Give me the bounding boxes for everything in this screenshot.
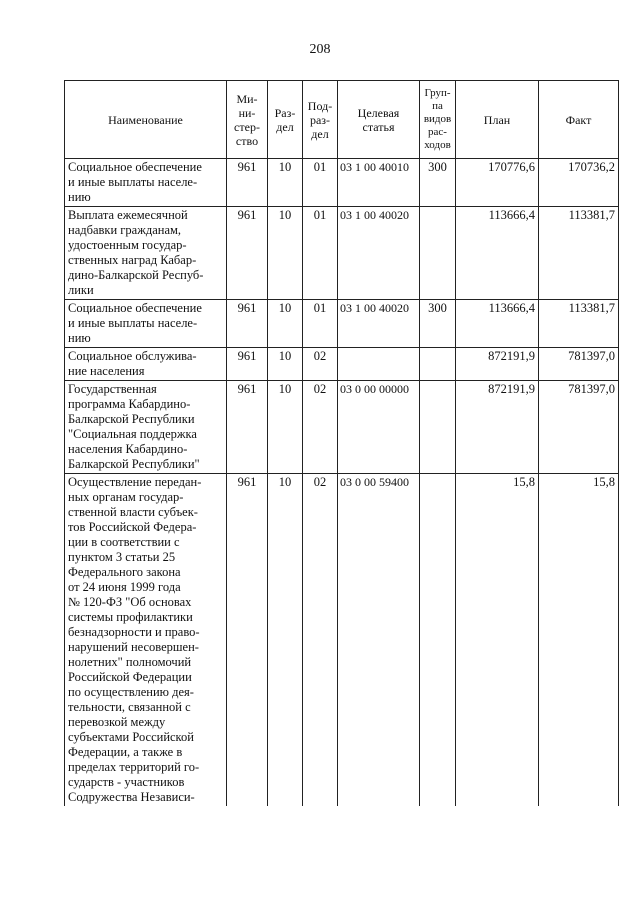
row-fact: 113381,7 (539, 207, 619, 300)
table-row (65, 348, 619, 381)
row-plan: 15,8 (456, 474, 539, 807)
table-row (65, 207, 619, 300)
row-fact: 113381,7 (539, 300, 619, 348)
row-section: 10 (268, 381, 303, 474)
header-name: Наименование (65, 81, 227, 159)
row-subsection: 01 (303, 159, 338, 207)
header-target: Целевая статья (338, 81, 420, 159)
header-plan: План (456, 81, 539, 159)
row-fact: 170736,2 (539, 159, 619, 207)
row-group: 300 (420, 300, 456, 348)
table-header-row (65, 81, 619, 159)
row-subsection: 01 (303, 207, 338, 300)
page-number: 208 (309, 42, 331, 57)
table-row (65, 300, 619, 348)
row-fact: 781397,0 (539, 381, 619, 474)
row-name: Социальное обеспечение и иные выплаты населе- нию (65, 300, 227, 348)
header-fact: Факт (539, 81, 619, 159)
row-ministry: 961 (227, 300, 268, 348)
row-section: 10 (268, 159, 303, 207)
table-row (65, 381, 619, 474)
row-name: Осуществление передан- ных органам государ- ственной власти субъек- тов Российской Федера- ции в соответствии с пунктом 3 статьи 25 Федерального закона от 24 июня 1999 года № 120-ФЗ "Об основах системы профилактики безнадзорности и право- нарушений несовершен- нолетних" полномочий Российской Федерации по осуществлению дея- тельности, связанной с перевозкой между субъектами Российской Федерации, а также в пределах территорий го- сударств - участников Содружества Независи- (65, 474, 227, 807)
row-name: Государственная программа Кабардино- Балкарской Республики "Социальная поддержка населения Кабардино- Балкарской Республики" (65, 381, 227, 474)
row-subsection: 02 (303, 348, 338, 381)
header-ministry: Ми- ни- стер- ство (227, 81, 268, 159)
row-group (420, 474, 456, 807)
table-row (65, 474, 619, 807)
row-section: 10 (268, 348, 303, 381)
row-plan: 113666,4 (456, 300, 539, 348)
row-target: 03 0 00 00000 (338, 381, 420, 474)
row-ministry: 961 (227, 348, 268, 381)
row-plan: 113666,4 (456, 207, 539, 300)
row-subsection: 02 (303, 381, 338, 474)
row-plan: 872191,9 (456, 381, 539, 474)
row-target: 03 1 00 40020 (338, 300, 420, 348)
row-section: 10 (268, 207, 303, 300)
row-ministry: 961 (227, 381, 268, 474)
budget-table (64, 80, 619, 806)
row-plan: 872191,9 (456, 348, 539, 381)
row-group (420, 381, 456, 474)
row-name: Выплата ежемесячной надбавки гражданам, удостоенным государ- ственных наград Кабар- дино-Балкарской Респуб- лики (65, 207, 227, 300)
row-target (338, 348, 420, 381)
row-target: 03 1 00 40010 (338, 159, 420, 207)
row-section: 10 (268, 474, 303, 807)
row-section: 10 (268, 300, 303, 348)
row-group: 300 (420, 159, 456, 207)
row-fact: 781397,0 (539, 348, 619, 381)
row-ministry: 961 (227, 159, 268, 207)
row-plan: 170776,6 (456, 159, 539, 207)
row-ministry: 961 (227, 207, 268, 300)
header-section: Раз- дел (268, 81, 303, 159)
row-target: 03 0 00 59400 (338, 474, 420, 807)
table-row (65, 159, 619, 207)
row-target: 03 1 00 40020 (338, 207, 420, 300)
header-subsection: Под- раз- дел (303, 81, 338, 159)
row-fact: 15,8 (539, 474, 619, 807)
row-name: Социальное обеспечение и иные выплаты населе- нию (65, 159, 227, 207)
row-ministry: 961 (227, 474, 268, 807)
row-name: Социальное обслужива- ние населения (65, 348, 227, 381)
row-subsection: 01 (303, 300, 338, 348)
row-group (420, 207, 456, 300)
header-group: Груп- па видов рас- ходов (420, 81, 456, 159)
row-subsection: 02 (303, 474, 338, 807)
row-group (420, 348, 456, 381)
